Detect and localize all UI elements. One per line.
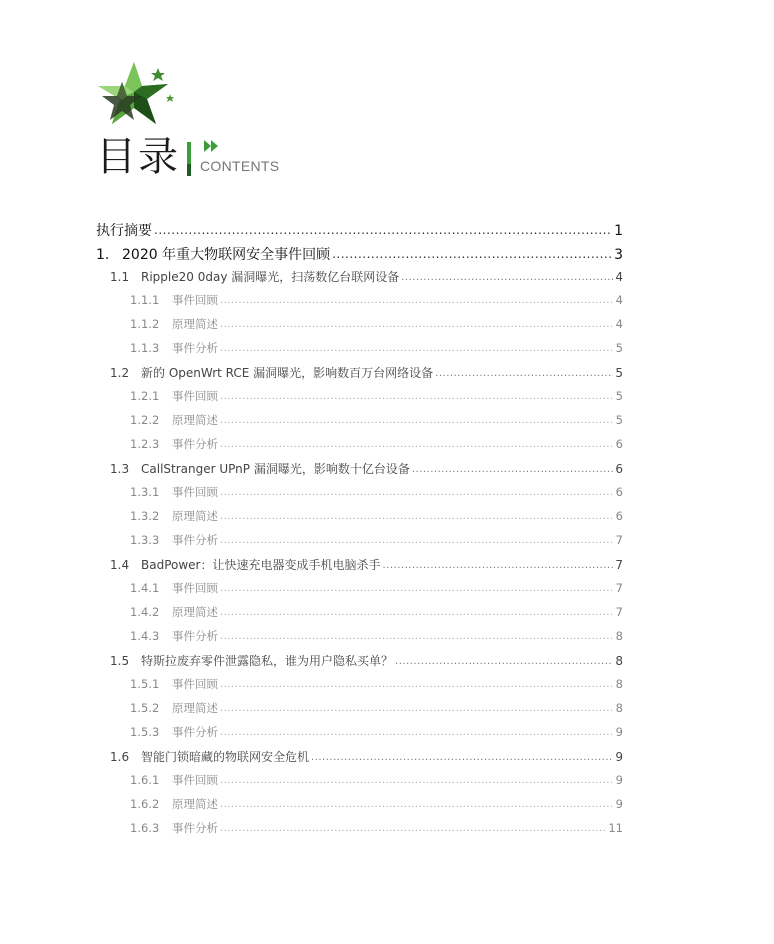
toc-dot-leader — [154, 223, 612, 237]
double-chevron-right-icon — [204, 140, 220, 152]
toc-entry[interactable] — [130, 772, 623, 792]
toc-entry-number: 1.5.3 — [130, 725, 160, 739]
toc-dot-leader — [435, 368, 613, 379]
toc-entry-title: 事件回顾 — [172, 293, 218, 307]
toc-dot-leader — [220, 295, 614, 306]
toc-entry-page: 8 — [615, 629, 623, 643]
toc-entry[interactable] — [130, 820, 623, 840]
toc-entry-page: 5 — [615, 413, 623, 427]
toc-entry-number: 1.2.1 — [130, 389, 160, 403]
toc-dot-leader — [383, 560, 614, 571]
toc-entry-number: 1.4 — [110, 558, 130, 572]
toc-entry-page: 7 — [615, 581, 623, 595]
toc-dot-leader — [412, 464, 614, 475]
toc-entry[interactable] — [96, 244, 623, 264]
toc-dot-leader — [395, 656, 613, 667]
toc-entry-number: 1.1.3 — [130, 341, 160, 355]
toc-entry-number: 1.4.1 — [130, 581, 160, 595]
toc-entry-title: 原理简述 — [172, 509, 218, 523]
toc-entry-title: BadPower：让快速充电器变成手机电脑杀手 — [141, 558, 381, 572]
title-divider-bar — [187, 142, 191, 176]
toc-entry-title: CallStranger UPnP 漏洞曝光，影响数十亿台设备 — [141, 462, 410, 476]
toc-entry[interactable] — [130, 436, 623, 456]
toc-dot-leader — [220, 607, 614, 618]
toc-entry-page: 8 — [615, 701, 623, 715]
toc-entry-number: 1.3.3 — [130, 533, 160, 547]
toc-entry-number: 1.3.2 — [130, 509, 160, 523]
toc-entry[interactable] — [130, 532, 623, 552]
toc-dot-leader — [401, 272, 613, 283]
star-logo-icon — [92, 60, 182, 128]
toc-entry-number: 1.2.2 — [130, 413, 160, 427]
toc-entry-title: 特斯拉废弃零件泄露隐私，谁为用户隐私买单？ — [141, 654, 394, 668]
toc-entry-title: 事件分析 — [172, 725, 218, 739]
toc-entry-title: 智能门锁暗藏的物联网安全危机 — [141, 750, 310, 764]
toc-entry-page: 5 — [615, 341, 623, 355]
toc-entry-title: 原理简述 — [172, 317, 218, 331]
toc-dot-leader — [220, 799, 614, 810]
toc-entry[interactable] — [130, 724, 623, 744]
toc-dot-leader — [220, 679, 614, 690]
toc-entry-title: 原理简述 — [172, 605, 218, 619]
toc-dot-leader — [220, 319, 614, 330]
toc-entry[interactable] — [130, 484, 623, 504]
toc-entry[interactable] — [110, 556, 623, 576]
toc-entry[interactable] — [110, 268, 623, 288]
toc-entry-number: 1.1 — [110, 270, 130, 284]
page-subtitle: CONTENTS — [200, 158, 280, 174]
toc-dot-leader — [220, 823, 606, 834]
toc-entry[interactable] — [130, 412, 623, 432]
toc-entry-title: 原理简述 — [172, 701, 218, 715]
toc-dot-leader — [220, 343, 614, 354]
toc-entry-title: 事件回顾 — [172, 773, 218, 787]
toc-entry-page: 9 — [615, 725, 623, 739]
toc-entry-number: 1.4.2 — [130, 605, 160, 619]
toc-entry-number: 1.1.2 — [130, 317, 160, 331]
toc-entry-page: 7 — [615, 605, 623, 619]
toc-dot-leader — [311, 752, 613, 763]
toc-entry-page: 6 — [615, 437, 623, 451]
toc-entry-page: 4 — [615, 293, 623, 307]
toc-entry-number: 1.4.3 — [130, 629, 160, 643]
toc-entry-title: 执行摘要 — [96, 223, 152, 239]
toc-entry-title: 事件分析 — [172, 821, 218, 835]
toc-entry-title: 事件分析 — [172, 437, 218, 451]
toc-entry[interactable] — [130, 604, 623, 624]
toc-dot-leader — [220, 631, 614, 642]
toc-entry[interactable] — [110, 460, 623, 480]
toc-entry-number: 1.3.1 — [130, 485, 160, 499]
toc-dot-leader — [220, 535, 614, 546]
toc-entry-page: 7 — [615, 558, 623, 572]
toc-entry-number: 1.6.1 — [130, 773, 160, 787]
toc-entry-page: 8 — [615, 654, 623, 668]
toc-entry-page: 9 — [615, 773, 623, 787]
toc-entry-title: 原理简述 — [172, 413, 218, 427]
toc-dot-leader — [220, 487, 614, 498]
toc-entry-page: 5 — [615, 389, 623, 403]
toc-entry-title: 事件分析 — [172, 533, 218, 547]
toc-dot-leader — [220, 391, 614, 402]
toc-entry-page: 8 — [615, 677, 623, 691]
toc-entry[interactable] — [130, 292, 623, 312]
toc-entry[interactable] — [96, 220, 623, 240]
toc-entry[interactable] — [130, 508, 623, 528]
toc-dot-leader — [220, 439, 614, 450]
toc-entry-number: 1.2.3 — [130, 437, 160, 451]
toc-entry-title: 2020 年重大物联网安全事件回顾 — [122, 247, 331, 263]
toc-dot-leader — [220, 703, 614, 714]
toc-entry-page: 3 — [614, 247, 623, 263]
toc-dot-leader — [220, 727, 614, 738]
toc-entry-title: 原理简述 — [172, 797, 218, 811]
toc-dot-leader — [332, 247, 612, 261]
toc-entry-page: 11 — [608, 821, 623, 835]
toc-entry-page: 4 — [615, 317, 623, 331]
toc-entry-page: 5 — [615, 366, 623, 380]
toc-entry-page: 9 — [615, 797, 623, 811]
toc-entry[interactable] — [130, 340, 623, 360]
toc-entry-number: 1. — [96, 247, 110, 263]
toc-entry-title: 事件回顾 — [172, 581, 218, 595]
toc-entry-title: Ripple20 0day 漏洞曝光，扫荡数亿台联网设备 — [141, 270, 400, 284]
toc-entry-number: 1.5.1 — [130, 677, 160, 691]
toc-dot-leader — [220, 775, 614, 786]
toc-entry-number: 1.2 — [110, 366, 130, 380]
toc-dot-leader — [220, 415, 614, 426]
toc-entry-page: 6 — [615, 462, 623, 476]
toc-entry[interactable] — [110, 652, 623, 672]
toc-entry-title: 事件回顾 — [172, 389, 218, 403]
toc-entry[interactable] — [110, 364, 623, 384]
toc-entry[interactable] — [130, 796, 623, 816]
toc-dot-leader — [220, 583, 614, 594]
toc-entry-number: 1.6 — [110, 750, 130, 764]
toc-entry-number: 1.5 — [110, 654, 130, 668]
toc-entry-number: 1.6.3 — [130, 821, 160, 835]
toc-entry[interactable] — [130, 580, 623, 600]
toc-entry-page: 6 — [615, 509, 623, 523]
toc-entry-title: 事件回顾 — [172, 485, 218, 499]
toc-entry-number: 1.5.2 — [130, 701, 160, 715]
toc-entry[interactable] — [130, 388, 623, 408]
toc-entry[interactable] — [130, 676, 623, 696]
toc-entry-page: 4 — [615, 270, 623, 284]
toc-dot-leader — [220, 511, 614, 522]
toc-entry-number: 1.3 — [110, 462, 130, 476]
toc-entry[interactable] — [110, 748, 623, 768]
toc-entry-title: 事件回顾 — [172, 677, 218, 691]
toc-entry-page: 6 — [615, 485, 623, 499]
toc-entry-title: 新的 OpenWrt RCE 漏洞曝光，影响数百万台网络设备 — [141, 366, 434, 380]
toc-entry-number: 1.1.1 — [130, 293, 160, 307]
toc-entry-title: 事件分析 — [172, 629, 218, 643]
toc-entry[interactable] — [130, 316, 623, 336]
toc-entry-title: 事件分析 — [172, 341, 218, 355]
toc-entry-page: 7 — [615, 533, 623, 547]
toc-entry-page: 1 — [614, 223, 623, 239]
toc-entry-page: 9 — [615, 750, 623, 764]
toc-entry-number: 1.6.2 — [130, 797, 160, 811]
toc-entry[interactable] — [130, 628, 623, 648]
page-title: 目录 — [96, 134, 180, 180]
toc-entry[interactable] — [130, 700, 623, 720]
